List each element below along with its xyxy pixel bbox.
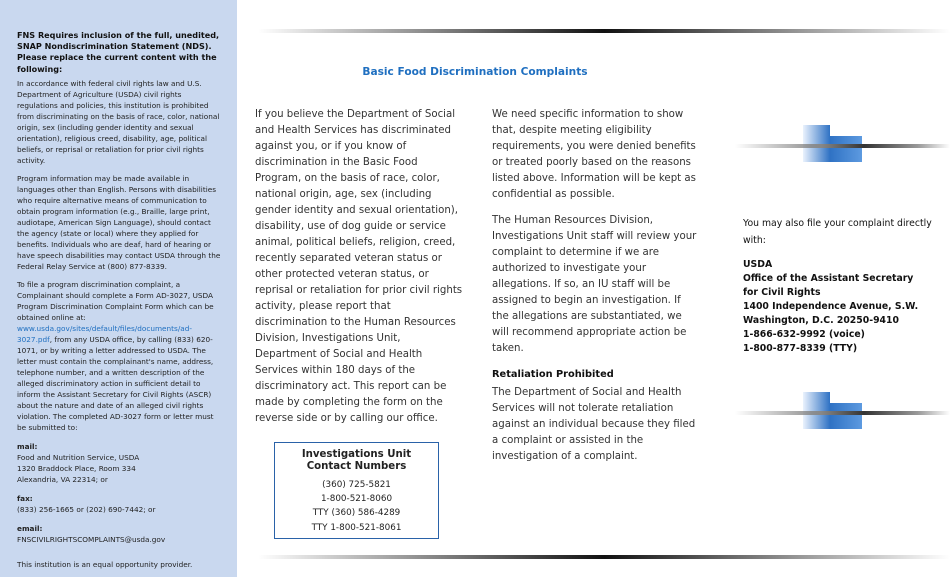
email-value[interactable]: FNSCIVILRIGHTSCOMPLAINTS@usda.gov	[17, 534, 166, 544]
usda-address-line: for Civil Rights	[743, 287, 821, 298]
mail-address	[17, 452, 223, 485]
complaint-intro-paragraph: If you believe the Department of Social and Health Services has discriminated against you, or if you know of discrimination in the Basic Food Program, on the basis of race, color, national origin, age, sex (including gender identity and sexual orientation), disability, use of dog guide or service animal, political beliefs, religion, creed, recently separated veteran status or other protected veteran status, or reprisal or retaliation for prior civil rights activity, please report that discrimination to the Human Resources Division, Investigations Unit, Department of Social and Health Services within 180 days of the discriminatory act. This report can be made by completing the form on the reverse side or by calling our office.	[255, 109, 463, 424]
usda-address-line: 1400 Independence Avenue, S.W.	[743, 301, 919, 312]
column-complaint-intro	[255, 107, 465, 427]
retaliation-heading: Retaliation Prohibited	[492, 369, 614, 380]
top-divider	[258, 29, 950, 33]
decorative-square	[830, 136, 862, 162]
column-process	[492, 107, 697, 475]
usda-address	[743, 258, 943, 356]
nds-paragraph-1: In accordance with federal civil rights law and U.S. Department of Agriculture (USDA) civil rights regulations and policies, this institution is prohibited from discriminating on the basis of race, color, national origin, sex (including gender identity and sexual orientation), religious creed, disability, age, political beliefs, or reprisal or retaliation for prior civil rights activity.	[17, 78, 220, 165]
decorative-square	[830, 403, 862, 429]
nds-paragraph-2: Program information may be made available in languages other than English. Persons with disabilities who require alternative means of communication to obtain program information (e.g., Braille, large print, audiotape, American Sign Language), should contact the agency (state or local) where they applied for benefits. Individuals who are deaf, hard of hearing or have speech disabilities may contact USDA through the Federal Relay Service at (800) 877-8339.	[17, 173, 221, 271]
ad-3027-form-link[interactable]: www.usda.gov/sites/default/files/documents/ad-3027.pdf	[17, 323, 193, 344]
contact-numbers-box	[274, 442, 439, 539]
mail-line: 1320 Braddock Place, Room 334	[17, 463, 136, 473]
contact-box-title-line: Contact Numbers	[306, 461, 407, 472]
decorative-bar-top	[735, 125, 950, 165]
decorative-bar-bottom	[735, 392, 950, 432]
mail-line: Alexandria, VA 22314; or	[17, 474, 108, 484]
mail-label: mail:	[17, 441, 38, 451]
usda-intro: You may also file your complaint directly with:	[743, 218, 932, 246]
nondiscrimination-panel	[0, 0, 237, 577]
decorative-line	[735, 411, 950, 415]
usda-address-line: 1-866-632-9992 (voice)	[743, 329, 865, 340]
nds-header: FNS Requires inclusion of the full, unedited, SNAP Nondiscrimination Statement (NDS). Please replace the current content with the following:	[17, 30, 220, 74]
decorative-line	[735, 144, 950, 148]
mail-line: Food and Nutrition Service, USDA	[17, 452, 140, 462]
review-paragraph: The Human Resources Division, Investigations Unit staff will review your complaint to determine if we are authorized to investigate your allegations. If so, an IU staff will be assigned to begin an investigation. If the allegations are substantiated, we will recommend appropriate action be taken.	[492, 215, 697, 354]
contact-phone: 1-800-521-8060	[320, 494, 393, 505]
usda-address-line: 1-800-877-8339 (TTY)	[743, 343, 858, 354]
information-paragraph: We need specific information to show that, despite meeting eligibility requirements, you were denied benefits or treated poorly based on the reasons listed above. Information will be kept as confidential as possible.	[492, 109, 696, 200]
contact-phone: (360) 725-5821	[322, 480, 391, 490]
usda-address-line: Office of the Assistant Secretary	[743, 273, 914, 284]
nds-paragraph-3	[17, 279, 223, 433]
bottom-divider	[258, 555, 950, 559]
contact-phone: TTY (360) 586-4289	[312, 508, 401, 519]
retaliation-paragraph: The Department of Social and Health Services will not tolerate retaliation against an individual because they filed a complaint or assisted in the investigation of a complaint.	[492, 387, 696, 462]
fax-value: (833) 256-1665 or (202) 690-7442; or	[17, 504, 156, 514]
usda-address-line: Washington, D.C. 20250-9410	[743, 315, 899, 326]
fax-label: fax:	[17, 493, 33, 503]
usda-contact-column	[743, 215, 943, 356]
email-label: email:	[17, 523, 43, 533]
equal-opportunity-statement: This institution is an equal opportunity provider.	[17, 559, 193, 569]
contact-box-title	[275, 449, 438, 473]
usda-address-line: USDA	[743, 259, 773, 270]
contact-phone: TTY 1-800-521-8061	[311, 522, 402, 533]
nds-paragraph-3-text-b: , from any USDA office, by calling (833) 620-1071, or by writing a letter addressed to USDA. The letter must contain the complainant's name, address, telephone number, and a written description of the alleged discriminatory action in sufficient detail to inform the Assistant Secretary for Civil Rights (ASCR) about the nature and date of an alleged civil rights violation. The completed AD-3027 form or letter must be submitted to:	[17, 334, 214, 432]
page-title: Basic Food Discrimination Complaints	[362, 66, 588, 78]
contact-box-title-line: Investigations Unit	[301, 449, 412, 460]
nds-paragraph-3-text-a: To file a program discrimination complaint, a Complainant should complete a Form AD-3027, USDA Program Discrimination Complaint Form which can be obtained online at:	[17, 279, 214, 322]
